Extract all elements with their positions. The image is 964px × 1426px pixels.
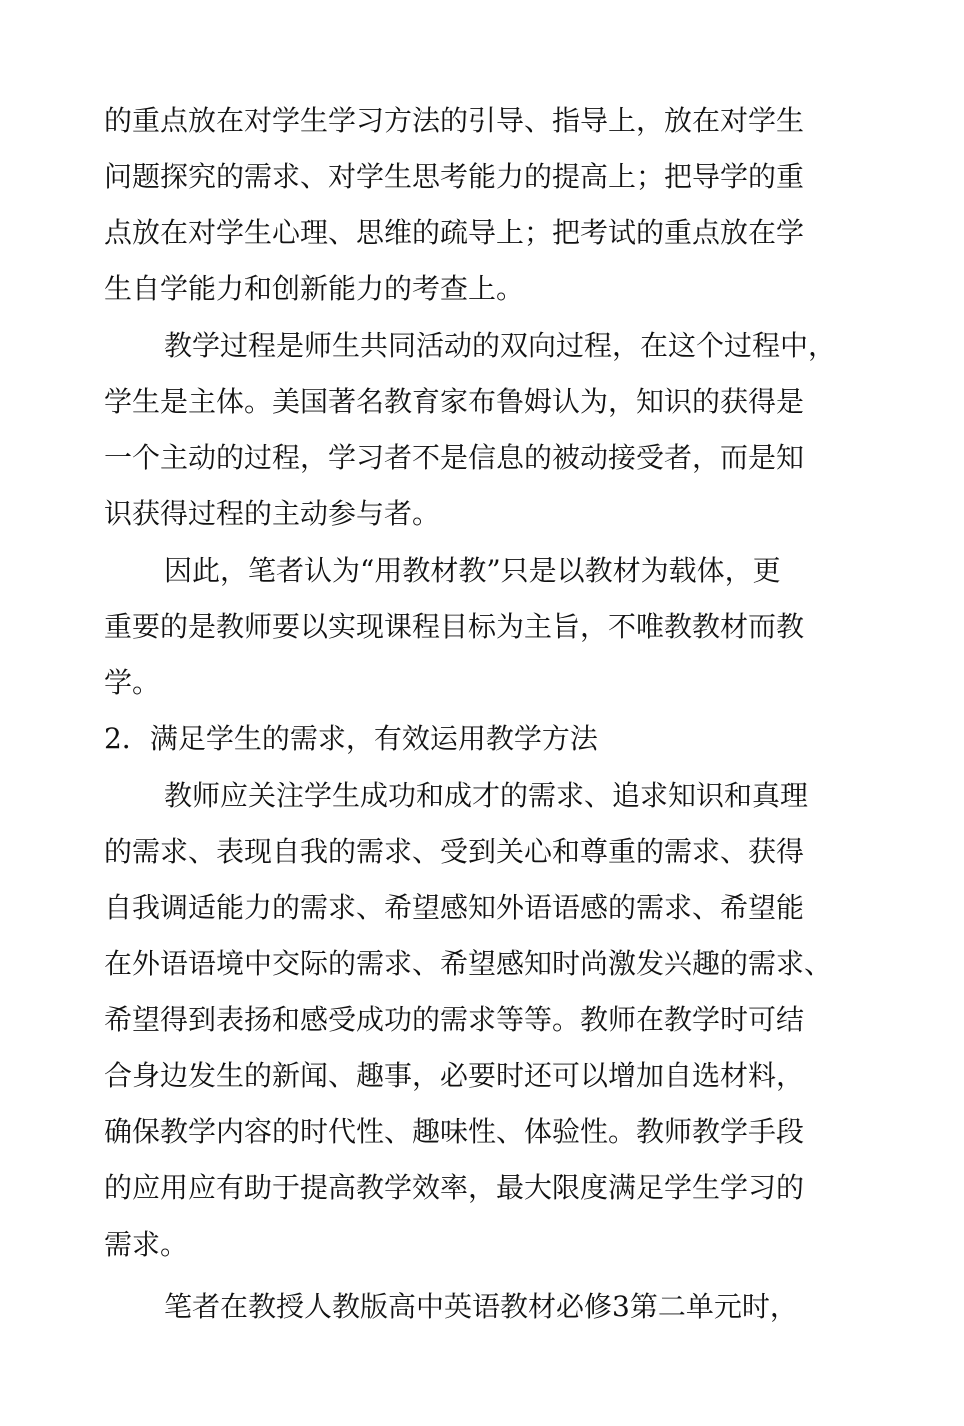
paragraph-2-line-2: 学生是主体。美国著名教育家布鲁姆认为，知识的获得是 [104,385,805,418]
paragraph-2-line-4: 识获得过程的主动参与者。 [104,497,441,530]
paragraph-1-line-2: 问题探究的需求、对学生思考能力的提高上；把导学的重 [104,160,805,193]
paragraph-3-line-2: 重要的是教师要以实现课程目标为主旨，不唯教教材而教 [104,610,805,643]
paragraph-4-line-8: 的应用应有助于提高教学效率，最大限度满足学生学习的 [104,1171,805,1204]
paragraph-4-line-6: 合身边发生的新闻、趣事，必要时还可以增加自选材料， [104,1059,805,1092]
paragraph-2-line-1: 教学过程是师生共同活动的双向过程，在这个过程中， [164,329,837,362]
paragraph-4-line-3: 自我调适能力的需求、希望感知外语语感的需求、希望能 [104,891,805,924]
paragraph-2-line-3: 一个主动的过程，学习者不是信息的被动接受者，而是知 [104,441,805,474]
paragraph-4-line-5: 希望得到表扬和感受成功的需求等等。教师在教学时可结 [104,1003,805,1036]
paragraph-4-line-1: 教师应关注学生成功和成才的需求、追求知识和真理 [164,779,809,812]
paragraph-1-line-4: 生自学能力和创新能力的考查上。 [104,272,525,305]
paragraph-1-line-1: 的重点放在对学生学习方法的引导、指导上，放在对学生 [104,104,805,137]
paragraph-5-line-1: 笔者在教授人教版高中英语教材必修3第二单元时， [164,1290,798,1323]
paragraph-3-line-1: 因此，笔者认为“用教材教”只是以教材为载体，更 [164,554,781,587]
paragraph-4-line-2: 的需求、表现自我的需求、受到关心和尊重的需求、获得 [104,835,805,868]
paragraph-4-line-7: 确保教学内容的时代性、趣味性、体验性。教师教学手段 [104,1115,805,1148]
section-heading: 2．满足学生的需求，有效运用教学方法 [104,722,598,755]
paragraph-4-line-4: 在外语语境中交际的需求、希望感知时尚激发兴趣的需求、 [104,947,833,980]
paragraph-1-line-3: 点放在对学生心理、思维的疏导上；把考试的重点放在学 [104,216,805,249]
paragraph-4-line-9: 需求。 [104,1228,189,1261]
paragraph-3-line-3: 学。 [104,666,161,699]
